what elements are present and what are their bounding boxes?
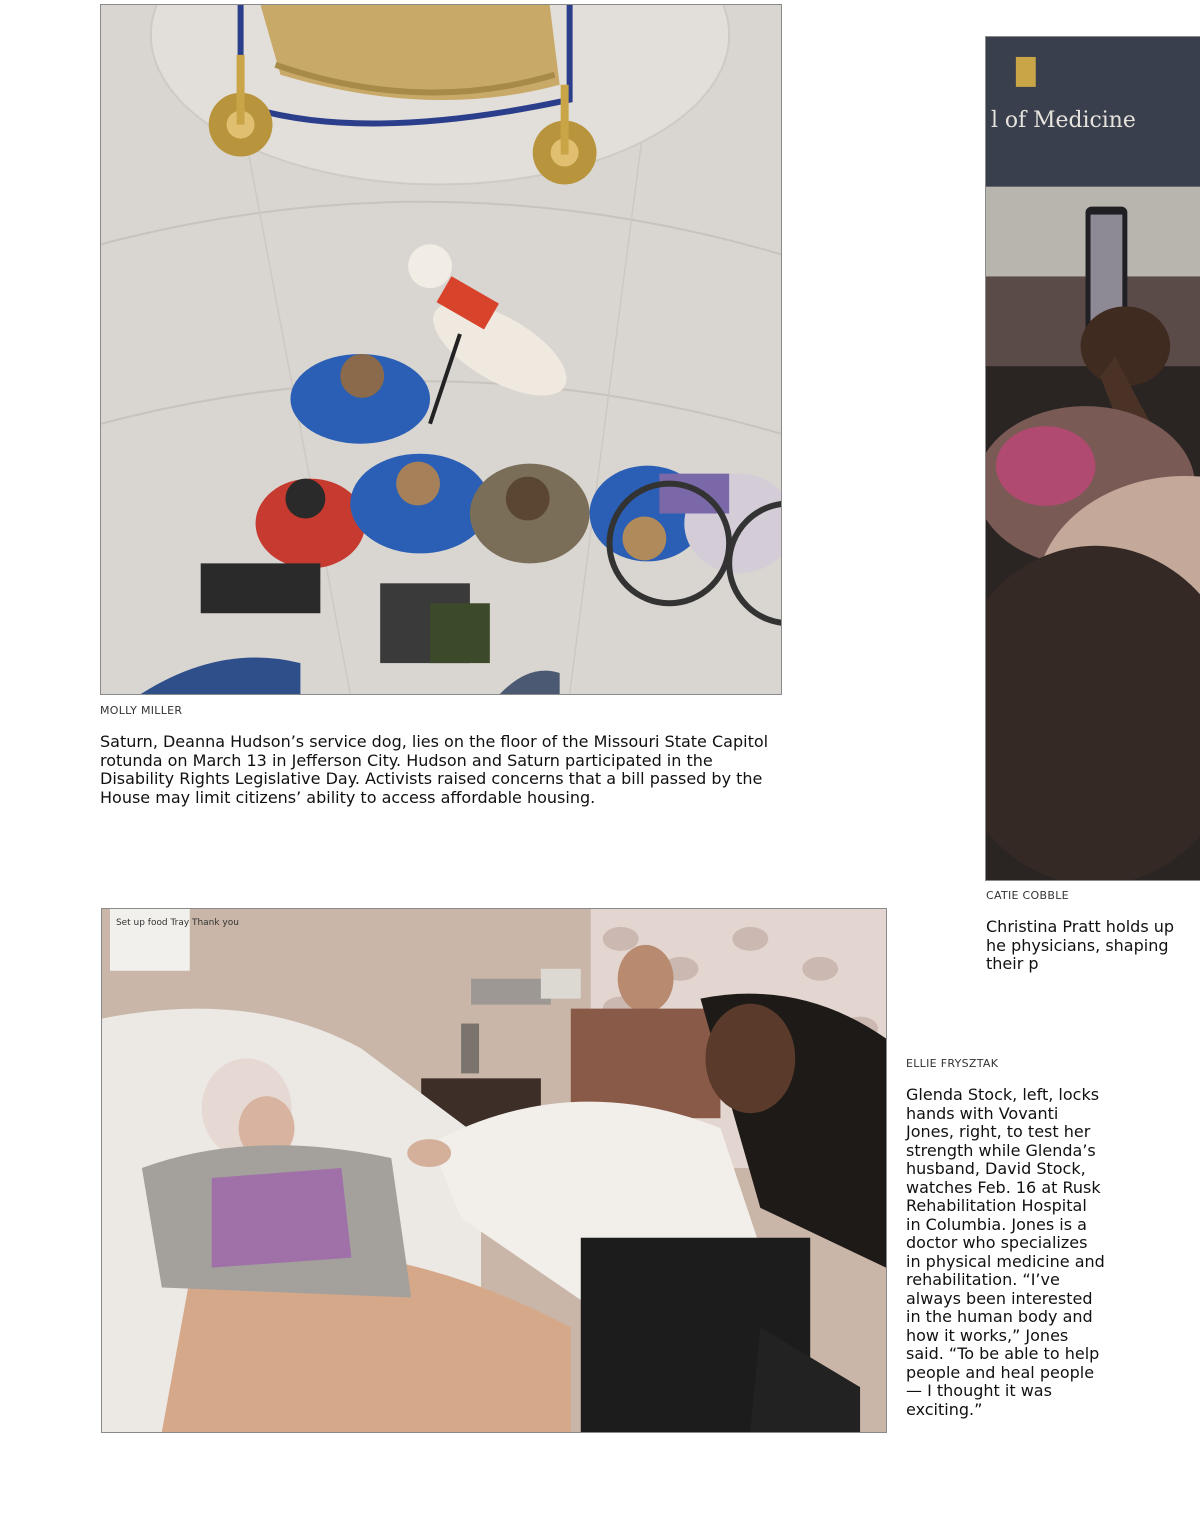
hospital-photo <box>101 908 887 1433</box>
photo-caption-phone: Christina Pratt holds up he physicians, shaping their p <box>986 918 1175 973</box>
phone-photo <box>985 36 1200 881</box>
photo-caption-hospital: Glenda Stock, left, locks hands with Vovanti Jones, right, to test her strength while Glenda’s husband, David Stock, watches Feb. 16 at Rusk Rehabilitation Hospital in Columbia. Jones is a doctor who specializes in physical medicine and rehabilitation. “I’ve always been interested in the human body and how it works,” Jones said. “To be able to help people and heal people — I thought it was exciting.” <box>906 1085 1105 1419</box>
phone-photo-illustration <box>986 37 1200 880</box>
note-text: Set up food Tray Thank you <box>115 917 239 928</box>
rotunda-photo <box>100 4 782 695</box>
photo-credit-rotunda: MOLLY MILLER <box>100 704 183 717</box>
photo-credit-phone: CATIE COBBLE <box>986 889 1069 902</box>
rotunda-photo-illustration <box>101 5 781 694</box>
photo-credit-hospital: ELLIE FRYSZTAK <box>906 1057 999 1070</box>
sign-text: l of Medicine <box>990 107 1136 133</box>
photo-caption-rotunda: Saturn, Deanna Hudson’s service dog, lies on the floor of the Missouri State Capitol rotunda on March 13 in Jefferson City. Hudson and Saturn participated in the Disability Rights Legislative Day. Activists raised concerns that a bill passed by the House may limit citizens’ ability to access affordable housing. <box>100 732 769 807</box>
hospital-photo-illustration <box>102 909 886 1432</box>
